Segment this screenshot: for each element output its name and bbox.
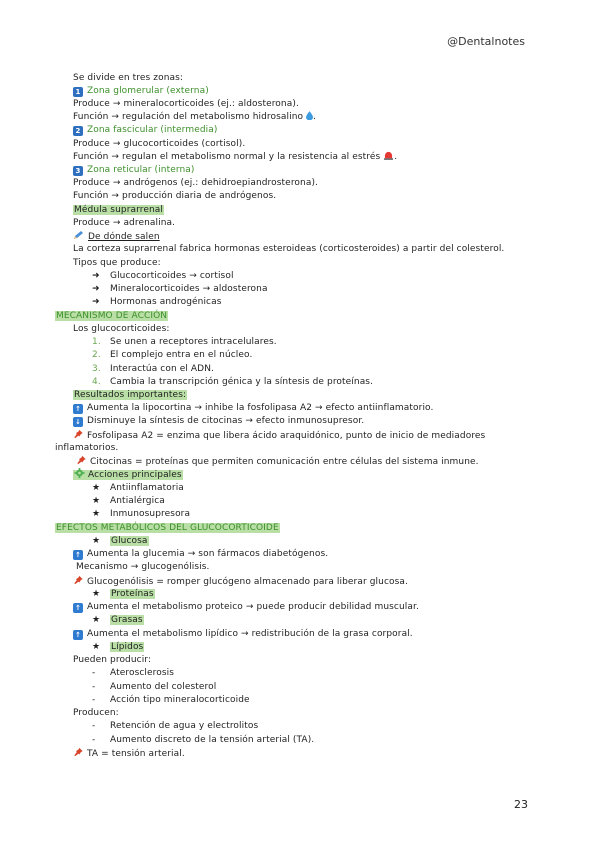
line-text: Antialérgica (110, 496, 165, 506)
line-text: Retención de agua y electrolitos (110, 721, 259, 731)
note-line (92, 482, 184, 495)
siren-icon (383, 151, 394, 160)
pushpin-icon (73, 747, 84, 757)
line-text: Citocinas = proteínas que permiten comunicación entre células del sistema inmune. (90, 457, 479, 467)
note-line (73, 257, 161, 270)
list-number: 1. (92, 337, 101, 347)
line-text: Producen: (73, 708, 119, 718)
note-line (73, 323, 170, 336)
line-text: Produce → glucocorticoides (cortisol). (73, 139, 246, 149)
line-text: Aumento del colesterol (110, 682, 217, 692)
note-line (92, 508, 190, 521)
line-text: Zona fascicular (intermedia) (87, 125, 218, 135)
bullet-marker: ★ (92, 483, 101, 493)
number-keycap-icon: 1 (73, 87, 83, 97)
note-line (73, 548, 328, 561)
bullet-marker: - (92, 682, 96, 692)
line-text: Función → producción diaria de andrógenos. (73, 191, 277, 201)
list-number: 2. (92, 350, 101, 360)
line-text: Tipos que produce: (73, 258, 161, 268)
bullet-marker: ★ (92, 509, 101, 519)
line-text: Antiinflamatoria (110, 483, 184, 493)
note-line (73, 707, 119, 720)
note-line (92, 641, 144, 654)
bullet-marker: - (92, 721, 96, 731)
note-line (73, 389, 187, 402)
bullet-marker: - (92, 695, 96, 705)
note-line (73, 654, 151, 667)
bullet-marker: ★ (92, 536, 101, 546)
line-text: Resultados importantes: (74, 390, 187, 400)
line-text: Proteínas (111, 589, 154, 599)
bullet-marker: ➜ (92, 271, 100, 281)
bullet-marker: ★ (92, 496, 101, 506)
note-line (73, 177, 318, 190)
note-line (73, 217, 175, 230)
note-line (73, 628, 413, 641)
line-text: MECANISMO DE ACCIÓN (56, 311, 168, 321)
line-text: Se divide en tres zonas: (73, 73, 184, 83)
line-text: Se unen a receptores intracelulares. (110, 337, 277, 347)
line-text: Aumenta la glucemia → son fármacos diabetógenos. (87, 549, 329, 559)
line-text: TA = tensión arterial. (87, 749, 185, 759)
note-line (73, 151, 397, 164)
note-line (92, 376, 373, 389)
note-line (92, 694, 250, 707)
line-text: Produce → andrógenos (ej.: dehidroepiandrosterona). (73, 178, 319, 188)
note-line (73, 575, 408, 589)
note-line (73, 85, 209, 98)
pushpin-icon (73, 575, 84, 585)
bullet-marker: ★ (92, 615, 101, 625)
line-text: Función → regulación del metabolismo hidrosalino (73, 112, 304, 122)
line-text: Interactúa con el ADN. (110, 364, 214, 374)
note-line (73, 747, 185, 761)
up-arrow-icon: ↑ (73, 550, 83, 560)
note-line (55, 442, 118, 455)
line-text: Glucosa (111, 536, 148, 546)
up-arrow-icon: ↑ (73, 630, 83, 640)
line-text: Hormonas androgénicas (110, 297, 222, 307)
line-text: Acciones principales (88, 470, 182, 480)
line-text: Función → regulan el metabolismo normal y la resistencia al estrés (73, 152, 381, 162)
note-line (92, 283, 268, 296)
page-number: 23 (514, 798, 528, 811)
note-line (92, 336, 277, 349)
line-text: Zona reticular (interna) (87, 165, 195, 175)
line-text: Médula suprarrenal (74, 205, 164, 215)
line-text: Lípidos (111, 642, 144, 652)
note-line (73, 230, 160, 244)
pencil-icon (73, 230, 85, 240)
line-text: Grasas (111, 615, 143, 625)
bullet-marker: ★ (92, 589, 101, 599)
line-text: Aumenta el metabolismo lipídico → redistribución de la grasa corporal. (87, 629, 413, 639)
line-text: Aterosclerosis (110, 668, 175, 678)
bullet-marker: ★ (92, 642, 101, 652)
line-text: Aumenta la lipocortina → inhibe la fosfolipasa A2 → efecto antiinflamatorio. (87, 403, 434, 413)
note-line (92, 720, 258, 733)
note-line (73, 98, 299, 111)
bullet-marker: - (92, 735, 96, 745)
note-line (73, 204, 164, 217)
note-line (92, 349, 252, 362)
number-keycap-icon: 3 (73, 166, 83, 176)
note-line (92, 614, 144, 627)
note-line (73, 429, 485, 443)
pushpin-icon (76, 455, 87, 465)
line-text: Mineralocorticoides → aldosterona (110, 284, 268, 294)
up-arrow-icon: ↑ (73, 404, 83, 414)
note-line (73, 124, 217, 137)
line-text: Acción tipo mineralocorticoide (110, 695, 250, 705)
note-line (73, 601, 419, 614)
note-line (92, 535, 149, 548)
pushpin-icon (73, 429, 84, 439)
note-line (76, 455, 479, 469)
note-line (73, 402, 433, 415)
note-line (73, 190, 276, 203)
line-text: Aumenta el metabolismo proteico → puede producir debilidad muscular. (87, 602, 419, 612)
note-line (92, 681, 216, 694)
note-line (55, 522, 280, 535)
bullet-marker: - (92, 668, 96, 678)
note-line (73, 468, 183, 482)
note-line (73, 415, 364, 428)
line-text: Inmunosupresora (110, 509, 191, 519)
line-text: De dónde salen (88, 232, 160, 242)
gear-icon (74, 468, 85, 478)
note-line (92, 296, 222, 309)
note-line (73, 138, 245, 151)
line-text: EFECTOS METABÓLICOS DEL GLUCOCORTICOIDE (56, 523, 279, 533)
line-text: Cambia la transcripción génica y la síntesis de proteínas. (110, 377, 374, 387)
line-text: inflamatorios. (55, 443, 119, 453)
line-text: Produce → mineralocorticoides (ej.: aldosterona). (73, 99, 299, 109)
note-line (92, 495, 165, 508)
period-mark: . (394, 152, 398, 162)
note-line (92, 270, 234, 283)
down-arrow-icon: ↓ (73, 417, 83, 427)
line-text: Fosfolipasa A2 = enzima que libera ácido araquidónico, punto de inicio de mediadores (87, 431, 486, 441)
note-line (76, 561, 209, 574)
note-line (92, 734, 314, 747)
line-text: Produce → adrenalina. (73, 218, 176, 228)
line-text: Glucogenólisis = romper glucógeno almacenado para liberar glucosa. (87, 577, 408, 587)
line-text: Disminuye la síntesis de citocinas → efecto inmunosupresor. (87, 416, 365, 426)
period-mark: . (313, 112, 317, 122)
line-text: Glucocorticoides → cortisol (110, 271, 234, 281)
note-line (73, 164, 195, 177)
number-keycap-icon: 2 (73, 126, 83, 136)
bullet-marker: ➜ (92, 284, 100, 294)
highlighted-heading (73, 470, 183, 480)
note-line (92, 667, 174, 680)
line-text: Mecanismo → glucogenólisis. (76, 562, 210, 572)
bullet-marker: ➜ (92, 297, 100, 307)
line-text: Aumento discreto de la tensión arterial (TA). (110, 735, 315, 745)
note-line (73, 111, 316, 124)
line-text: Zona glomerular (externa) (87, 86, 209, 96)
line-text: El complejo entra en el núcleo. (110, 350, 253, 360)
list-number: 4. (92, 377, 101, 387)
note-line (55, 310, 168, 323)
up-arrow-icon: ↑ (73, 603, 83, 613)
note-line (73, 243, 504, 256)
line-text: La corteza suprarrenal fabrica hormonas esteroideas (corticosteroides) a partir del colesterol. (73, 244, 505, 254)
line-text: Pueden producir: (73, 655, 152, 665)
line-text: Los glucocorticoides: (73, 324, 170, 334)
note-line (73, 72, 183, 85)
author-handle: @Dentalnotes (447, 35, 525, 48)
note-line (92, 588, 155, 601)
note-line (92, 363, 214, 376)
list-number: 3. (92, 364, 101, 374)
